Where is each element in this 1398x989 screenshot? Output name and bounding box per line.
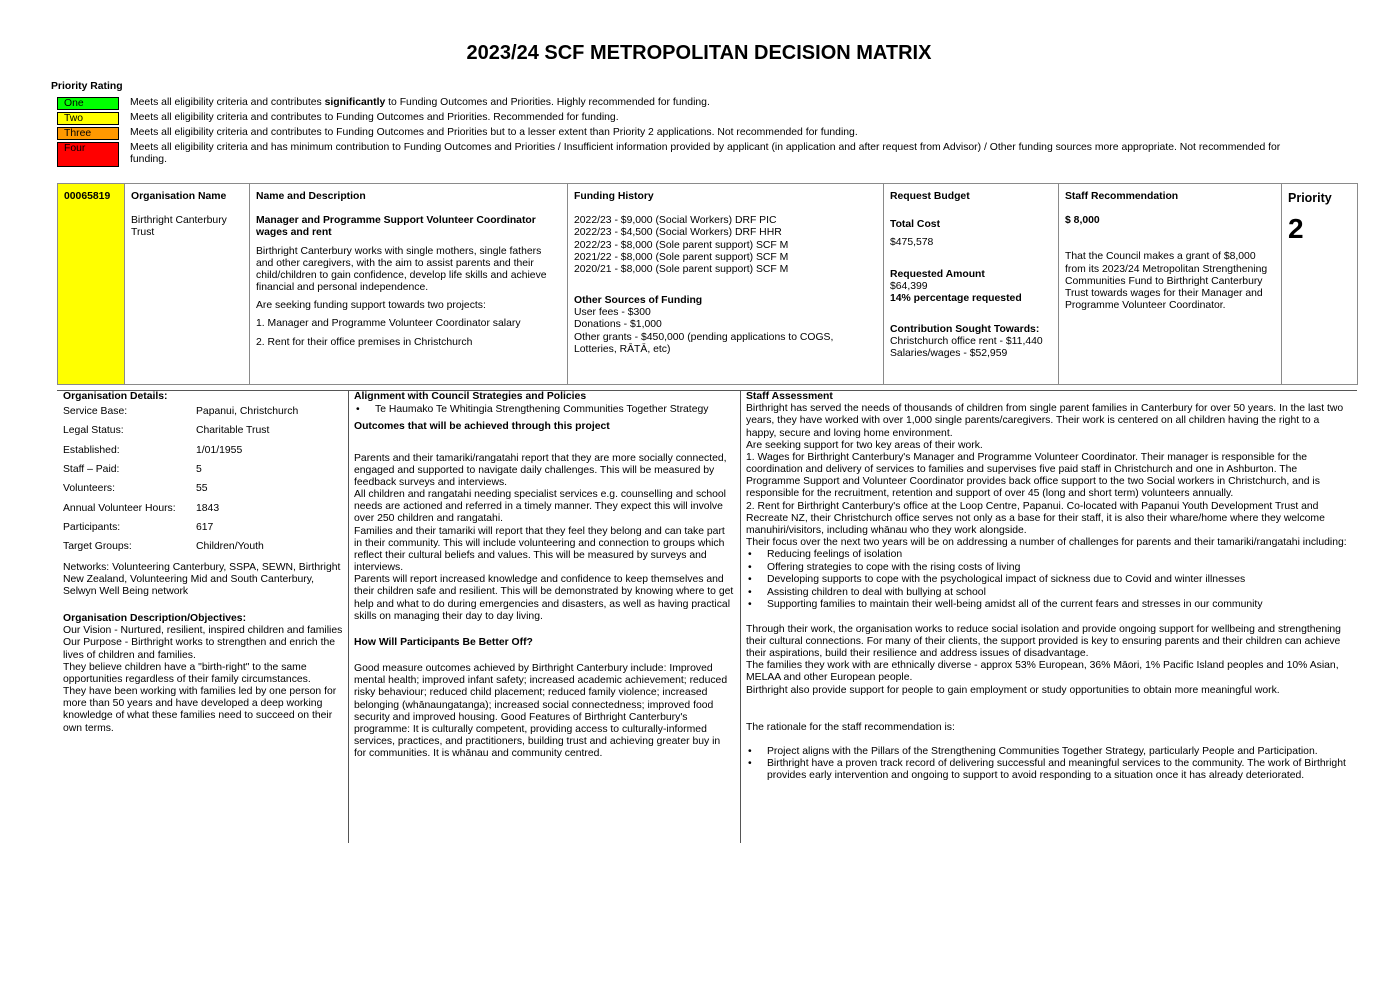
detail-row: Target Groups: Children/Youth bbox=[63, 541, 264, 553]
focus-item: • Assisting children to deal with bullying at school bbox=[746, 587, 1348, 599]
focus-item: • Developing supports to cope with the psychological impact of sickness due to Covid and winter illnesses bbox=[746, 574, 1348, 586]
priority-value: 2 bbox=[1288, 212, 1304, 244]
application-summary-table bbox=[57, 183, 1358, 385]
priority-swatch-three: Three bbox=[57, 127, 119, 140]
funding-history-row: 2021/22 - $8,000 (Sole parent support) SCF M bbox=[574, 251, 789, 263]
percent-requested: 14% percentage requested bbox=[890, 292, 1022, 304]
assessment-paragraph: Birthright also provide support for people to gain employment or study opportunities to obtain more meaningful work. bbox=[746, 684, 1280, 696]
priority-legend-row bbox=[57, 127, 858, 140]
alignment-section bbox=[354, 391, 735, 760]
priority-swatch-one: One bbox=[57, 97, 119, 110]
org-description-heading: Organisation Description/Objectives: bbox=[63, 613, 247, 625]
column-divider bbox=[740, 391, 741, 843]
organisation-details-heading: Organisation Details: bbox=[63, 391, 168, 402]
organisation-name: Birthright Canterbury Trust bbox=[131, 215, 227, 239]
description-item: 1. Manager and Programme Volunteer Coordinator salary bbox=[256, 318, 521, 330]
focus-item: • Reducing feelings of isolation bbox=[746, 549, 1348, 561]
organisation-name-heading: Organisation Name bbox=[131, 191, 227, 202]
funding-history-row: 2022/23 - $9,000 (Social Workers) DRF PIC bbox=[574, 215, 777, 227]
description-seeking: Are seeking funding support towards two projects: bbox=[256, 300, 486, 312]
request-budget-heading: Request Budget bbox=[890, 191, 970, 202]
description-body: Birthright Canterbury works with single mothers, single fathers and other caregivers, with the aim to assist parents and their child/children to gain confidence, develop life skills and achieve financial and personal independence. bbox=[256, 245, 547, 294]
recommendation-text: That the Council makes a grant of $8,000 from its 2023/24 Metropolitan Strengthening Communities Fund to Birthright Canterbury Trust towards wages for their Manager and Programme Volunteer Coordinator. bbox=[1065, 251, 1268, 312]
priority-swatch-two: Two bbox=[57, 112, 119, 125]
rationale-item: • Birthright have a proven track record of delivering successful and meaningful services to the community. The work of Birthright provides early intervention and ongoing to support to avoid responding to a situation once it has already deteriorated. bbox=[746, 758, 1348, 782]
recommended-amount: $ 8,000 bbox=[1065, 215, 1100, 227]
outcome-item: Parents and their tamariki/rangatahi report that they are more socially connected, engaged and supported to navigate daily challenges. This will be measured by feedback surveys and interviews. bbox=[354, 452, 727, 488]
outcome-item: Parents will report increased knowledge and confidence to keep themselves and their children safe and resilient. This will be demonstrated by knowing where to get help and what to do during emergencies and disasters, as well as having practical skills on managing their day to day living. bbox=[354, 574, 734, 622]
rationale-item: • Project aligns with the Pillars of the Strengthening Communities Together Strategy, particularly People and Participation. bbox=[746, 746, 1348, 758]
description-cell bbox=[250, 184, 568, 385]
assessment-paragraph: Are seeking support for two key areas of their work. bbox=[746, 439, 983, 451]
funding-history-row: 2020/21 - $8,000 (Sole parent support) SCF M bbox=[574, 263, 789, 275]
staff-recommendation-heading: Staff Recommendation bbox=[1065, 191, 1179, 202]
funding-history-cell bbox=[568, 184, 884, 385]
priority-desc-three: Meets all eligibility criteria and contributes to Funding Outcomes and Priorities but to a lesser extent than Priority 2 applications. Not recommended for funding. bbox=[130, 127, 858, 138]
assessment-paragraph: Through their work, the organisation works to reduce social isolation and provide ongoing support for wellbeing and strengthening their cultural connections. For many of their clients, the support provided is key to ensuring parents and their children can achieve their aspirations, build their resilience and address issues of disadvantage. bbox=[746, 623, 1341, 659]
requested-amount-label: Requested Amount bbox=[890, 268, 985, 280]
rationale-heading: The rationale for the staff recommendation is: bbox=[746, 721, 955, 733]
better-off-text: Good measure outcomes achieved by Birthright Canterbury include: Improved mental health; improved infant safety; increased academic achievement; reduced risky behaviour; reduced child placement; reduced family violence; increased belonging (whānaungatanga); increased social connectedness; improved food security and improved housing. Good Features of Birthright Canterbury's programme: It is culturally competent, providing access to culturally-informed services, practices, and practitioners, building trust and achieving greater buy in for communities. It is whānau and community centred. bbox=[354, 663, 728, 760]
priority-desc-four: Meets all eligibility criteria and has minimum contribution to Funding Outcomes and Priorities / Insufficient information provided by applicant (in application and after request from Advisor) / Other funding sources more appropriate. Not recommended for funding. bbox=[130, 142, 1281, 166]
priority-legend-row bbox=[57, 112, 619, 125]
total-cost-label: Total Cost bbox=[890, 219, 941, 231]
other-funding-heading: Other Sources of Funding bbox=[574, 295, 703, 307]
detail-row: Service Base: Papanui, Christchurch bbox=[63, 406, 299, 418]
detail-row: Staff – Paid: 5 bbox=[63, 464, 202, 476]
detail-row: Volunteers: 55 bbox=[63, 483, 208, 495]
strategy-item: • Te Haumako Te Whitingia Strengthening Communities Together Strategy bbox=[354, 404, 735, 416]
staff-recommendation-cell bbox=[1059, 184, 1282, 385]
requested-amount-value: $64,399 bbox=[890, 280, 928, 292]
detail-row: Legal Status: Charitable Trust bbox=[63, 425, 270, 437]
outcomes-heading: Outcomes that will be achieved through this project bbox=[354, 421, 610, 433]
application-id-cell bbox=[58, 184, 125, 385]
assessment-paragraph: Their focus over the next two years will be on addressing a number of challenges for parents and their tamariki/rangatahi including: bbox=[746, 537, 1347, 549]
other-funding-row: Other grants - $450,000 (pending applications to COGS, Lotteries, RĀTĀ, etc) bbox=[574, 331, 834, 355]
priority-desc-two: Meets all eligibility criteria and contributes to Funding Outcomes and Priorities. Recommended for funding. bbox=[130, 112, 619, 123]
column-divider bbox=[348, 391, 349, 843]
total-cost-value: $475,578 bbox=[890, 237, 934, 249]
focus-item: • Supporting families to maintain their well-being amidst all of the current fears and stresses in our community bbox=[746, 599, 1348, 611]
outcome-item: All children and rangatahi needing specialist services e.g. counselling and school needs are actioned and referred in a timely manner. They expect this will involve over 250 children and rangatahi. bbox=[354, 489, 726, 525]
priority-legend-row bbox=[57, 97, 710, 110]
other-funding-row: User fees - $300 bbox=[574, 307, 651, 319]
description-item: 2. Rent for their office premises in Christchurch bbox=[256, 336, 473, 348]
contribution-row: Christchurch office rent - $11,440 bbox=[890, 336, 1043, 348]
staff-assessment-section bbox=[746, 391, 1348, 782]
org-belief: They believe children have a "birth-right" to the same opportunities regardless of their family circumstances. bbox=[63, 661, 311, 685]
priority-swatch-four: Four bbox=[57, 142, 119, 167]
project-title: Manager and Programme Support Volunteer Coordinator wages and rent bbox=[256, 215, 536, 239]
other-funding-row: Donations - $1,000 bbox=[574, 319, 662, 331]
detail-row: Established: 1/01/1955 bbox=[63, 444, 243, 456]
priority-cell bbox=[1282, 184, 1358, 385]
org-purpose: Our Purpose - Birthright works to strengthen and enrich the lives of children and families. bbox=[63, 637, 336, 661]
networks: Networks: Volunteering Canterbury, SSPA, SEWN, Birthright New Zealand, Volunteering Mid and South Canterbury, Selwyn Well Being network bbox=[63, 561, 341, 597]
priority-desc-one: Meets all eligibility criteria and contributes significantly to Funding Outcomes and Priorities. Highly recommended for funding. bbox=[130, 97, 710, 108]
better-off-heading: How Will Participants Be Better Off? bbox=[354, 636, 533, 648]
staff-assessment-heading: Staff Assessment bbox=[746, 391, 833, 402]
contribution-label: Contribution Sought Towards: bbox=[890, 324, 1040, 336]
priority-heading: Priority bbox=[1288, 191, 1332, 205]
assessment-paragraph: The families they work with are ethnically diverse - approx 53% European, 36% Māori, 1% Pacific Island peoples and 10% Asian, MELAA and other European people. bbox=[746, 660, 1339, 684]
funding-history-row: 2022/23 - $8,000 (Sole parent support) SCF M bbox=[574, 239, 789, 251]
focus-item: • Offering strategies to cope with the rising costs of living bbox=[746, 562, 1348, 574]
assessment-paragraph: 2. Rent for Birthright Canterbury's office at the Loop Centre, Papanui. Co-located with Papanui Youth Development Trust and Recreate NZ, their Christchurch office serves not only as a base for their staff, it is also their whare/home where they welcome manuhiri/visitors, including whānau who they work alongside. bbox=[746, 500, 1325, 536]
detail-row: Participants: 617 bbox=[63, 521, 214, 533]
alignment-heading: Alignment with Council Strategies and Policies bbox=[354, 391, 587, 402]
priority-rating-heading: Priority Rating bbox=[51, 81, 123, 92]
assessment-paragraph: Birthright has served the needs of thousands of children from single parent families in Canterbury for over 50 years. In the last two years, they have worked with over 1,000 single parents/caregivers. Their work is centered on all children having the right to a happy, secure and loving home environment. bbox=[746, 403, 1344, 439]
description-heading: Name and Description bbox=[256, 191, 366, 202]
outcome-item: Families and their tamariki will report that they feel they belong and can take part in their community. This will include volunteering and connection to groups which reflect their cultural beliefs and values. This will be measured by surveys and interviews. bbox=[354, 525, 725, 574]
detail-row: Annual Volunteer Hours: 1843 bbox=[63, 502, 220, 514]
org-vision: Our Vision - Nurtured, resilient, inspired children and families bbox=[63, 625, 343, 637]
assessment-paragraph: 1. Wages for Birthright Canterbury's Manager and Programme Volunteer Coordinator. Their manager is responsible for the coordination and delivery of services to families and supervises five paid staff in Christchurch and one in Ashburton. The Programme Support and Volunteer Coordinator provides back office support to the two Social workers in Christchurch, and is responsible for the recruitment, retention and support of over 45 (long and short term) volunteers annually. bbox=[746, 451, 1320, 500]
organisation-name-cell bbox=[125, 184, 250, 385]
funding-history-row: 2022/23 - $4,500 (Social Workers) DRF HHR bbox=[574, 227, 782, 239]
priority-legend-row bbox=[57, 142, 1281, 167]
funding-history-heading: Funding History bbox=[574, 191, 654, 202]
organisation-details-section bbox=[63, 391, 345, 735]
org-history: They have been working with families led by one person for more than 50 years and have developed a deep working knowledge of what these families need to succeed on their own terms. bbox=[63, 686, 337, 734]
request-budget-cell bbox=[884, 184, 1059, 385]
page-title: 2023/24 SCF METROPOLITAN DECISION MATRIX bbox=[466, 42, 932, 64]
application-id: 00065819 bbox=[64, 191, 111, 202]
contribution-row: Salaries/wages - $52,959 bbox=[890, 348, 1008, 360]
